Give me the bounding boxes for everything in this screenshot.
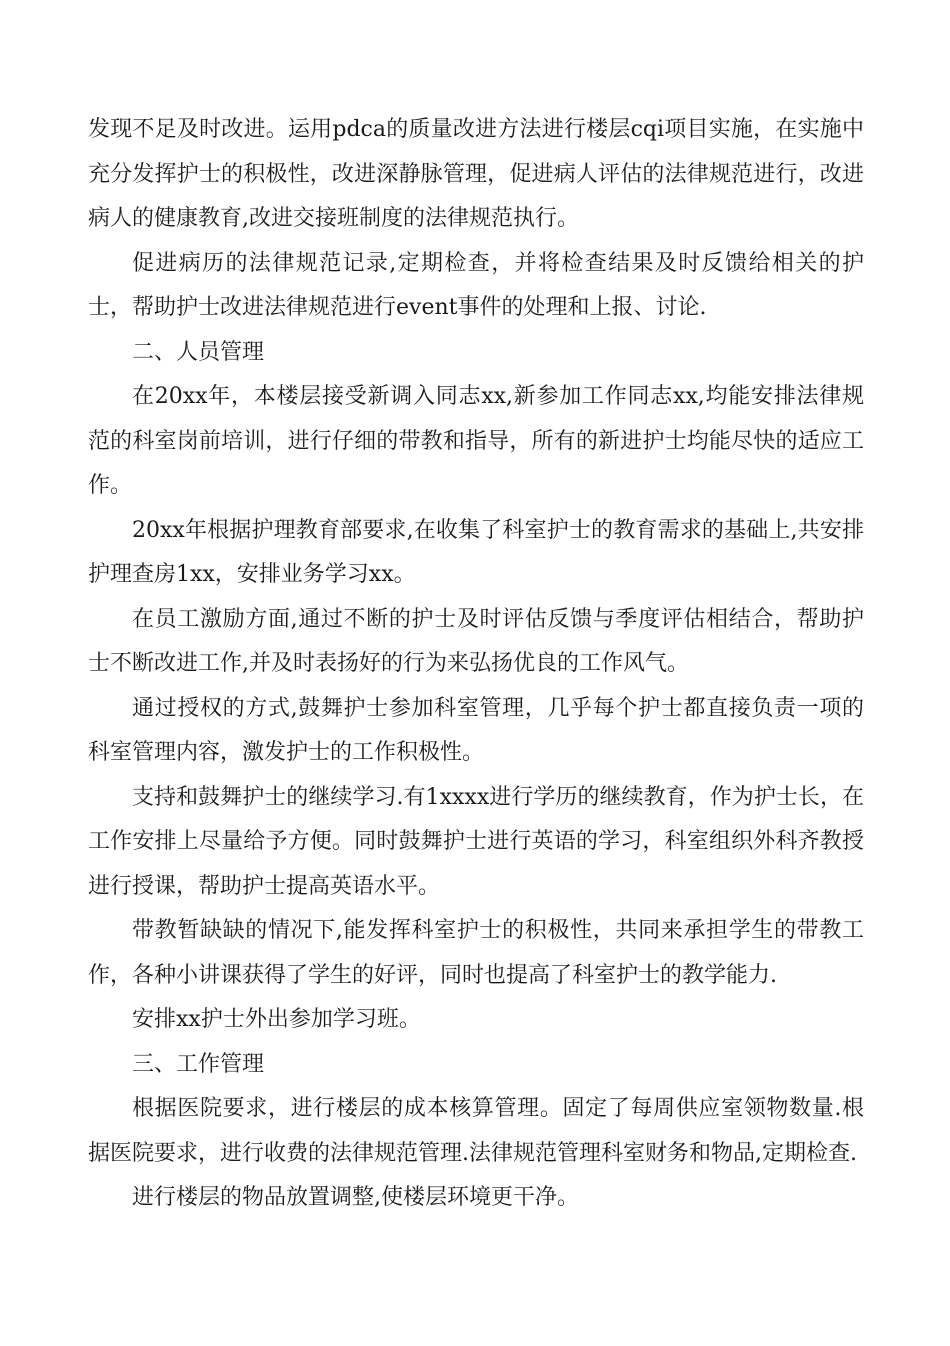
paragraph-environment: 进行楼层的物品放置调整,使楼层环境更干净。 (132, 1185, 579, 1210)
paragraph-incentive: 在员工激励方面,通过不断的护士及时评估反馈与季度评估相结合，帮助护士不断改进工作,并及时表扬好的行为来弘扬优良的工作风气。 (88, 606, 864, 676)
paragraph-authorization: 通过授权的方式,鼓舞护士参加科室管理，几乎每个护士都直接负责一项的科室管理内容，激发护士的工作积极性。 (88, 695, 864, 765)
paragraph-continuing-study: 支持和鼓舞护士的继续学习.有1xxxx进行学历的继续教育，作为护士长，在工作安排上尽量给予方便。同时鼓舞护士进行英语的学习，科室组织外科齐教授进行授课，帮助护士提高英语水平。 (88, 784, 864, 899)
document-body (88, 108, 864, 1221)
section-heading-work: 三、工作管理 (132, 1051, 265, 1077)
paragraph-teaching: 带教暂缺缺的情况下,能发挥科室护士的积极性，共同来承担学生的带教工作，各种小讲课获得了学生的好评，同时也提高了科室护士的教学能力. (88, 918, 864, 988)
paragraph-continuation: 发现不足及时改进。运用pdca的质量改进方法进行楼层cqi项目实施，在实施中充分发挥护士的积极性，改进深静脉管理，促进病人评估的法律规范进行，改进病人的健康教育,改进交接班制度的法律规范执行。 (88, 117, 864, 231)
paragraph-new-staff: 在20xx年，本楼层接受新调入同志xx,新参加工作同志xx,均能安排法律规范的科室岗前培训，进行仔细的带教和指导，所有的新进护士均能尽快的适应工作。 (88, 384, 864, 498)
paragraph-education: 20xx年根据护理教育部要求,在收集了科室护士的教育需求的基础上,共安排护理查房1xx，安排业务学习xx。 (88, 517, 864, 587)
paragraph-training-class: 安排xx护士外出参加学习班。 (132, 1007, 421, 1032)
paragraph-medical-records: 促进病历的法律规范记录,定期检查，并将检查结果及时反馈给相关的护士，帮助护士改进法律规范进行event事件的处理和上报、讨论. (88, 250, 864, 320)
section-heading-personnel: 二、人员管理 (132, 339, 265, 365)
paragraph-cost-management: 根据医院要求，进行楼层的成本核算管理。固定了每周供应室领物数量.根据医院要求，进行收费的法律规范管理.法律规范管理科室财务和物品,定期检查. (88, 1096, 864, 1166)
